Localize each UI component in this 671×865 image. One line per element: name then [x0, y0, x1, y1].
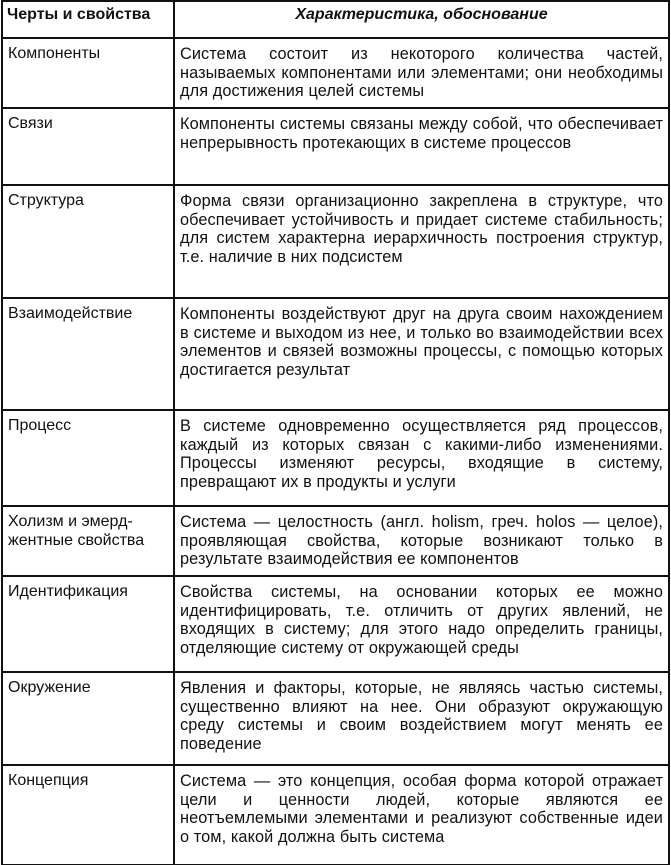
- property-name: Концепция: [2, 765, 174, 865]
- property-name: Процесс: [2, 410, 174, 506]
- property-name: Окружение: [2, 672, 174, 765]
- property-description: Компоненты системы связаны между собой, что обеспечивает непрерывность протекающих в системе процессов: [174, 108, 669, 185]
- table-row: [2, 38, 669, 108]
- table-row: [2, 506, 669, 576]
- table-row: [2, 410, 669, 506]
- property-name: Холизм и эмерджентные свойства: [2, 506, 174, 576]
- property-name: Идентификация: [2, 576, 174, 672]
- property-name: Структура: [2, 185, 174, 298]
- table-header-row: [2, 1, 669, 38]
- property-description: Явления и факторы, которые, не являясь частью системы, существенно влияют на нее. Они образуют окружающую среду системы и своим воздействием могут менять ее поведение: [174, 672, 669, 765]
- table-row: [2, 185, 669, 298]
- property-description: Система состоит из некоторого количества частей, называемых компонентами или элементами; они необходимы для достижения целей системы: [174, 38, 669, 108]
- table-row: [2, 298, 669, 410]
- property-name: Взаимодействие: [2, 298, 174, 410]
- table-row: [2, 108, 669, 185]
- property-description: Система — это концепция, особая форма которой отражает цели и ценности людей, которые являются ее неотъемлемыми элементами и реализуют собственные идеи о том, какой должна быть система: [174, 765, 669, 865]
- table-row: [2, 672, 669, 765]
- table-row: [2, 765, 669, 865]
- header-characteristics: Характеристика, обоснование: [174, 1, 669, 38]
- header-properties: Черты и свойства: [2, 1, 174, 38]
- property-description: Свойства системы, на основании которых ее можно идентифицировать, т.е. отличить от других явлений, не входящих в систему; для этого надо определить границы, отделяющие систему от окружающей среды: [174, 576, 669, 672]
- property-description: Компоненты воздействуют друг на друга своим нахождением в системе и выходом из нее, и только во взаимодействии всех элементов и связей возможны процессы, с помощью которых достигается результат: [174, 298, 669, 410]
- table-row: [2, 576, 669, 672]
- property-description: Форма связи организационно закреплена в структуре, что обеспечивает устойчивость и придает системе стабильность; для систем характерна иерархичность построения структур, т.е. наличие в них подсистем: [174, 185, 669, 298]
- property-description: Система — целостность (англ. holism, греч. holos — целое), проявляющая свойства, которые возникают только в результате взаимодействия ее компонентов: [174, 506, 669, 576]
- property-name: Связи: [2, 108, 174, 185]
- system-properties-table: [1, 0, 670, 865]
- property-name: Компоненты: [2, 38, 174, 108]
- property-description: В системе одновременно осуществляется ряд процессов, каждый из которых связан с какими-либо изменениями. Процессы изменяют ресурсы, входящие в систему, превращают их в продукты и услуги: [174, 410, 669, 506]
